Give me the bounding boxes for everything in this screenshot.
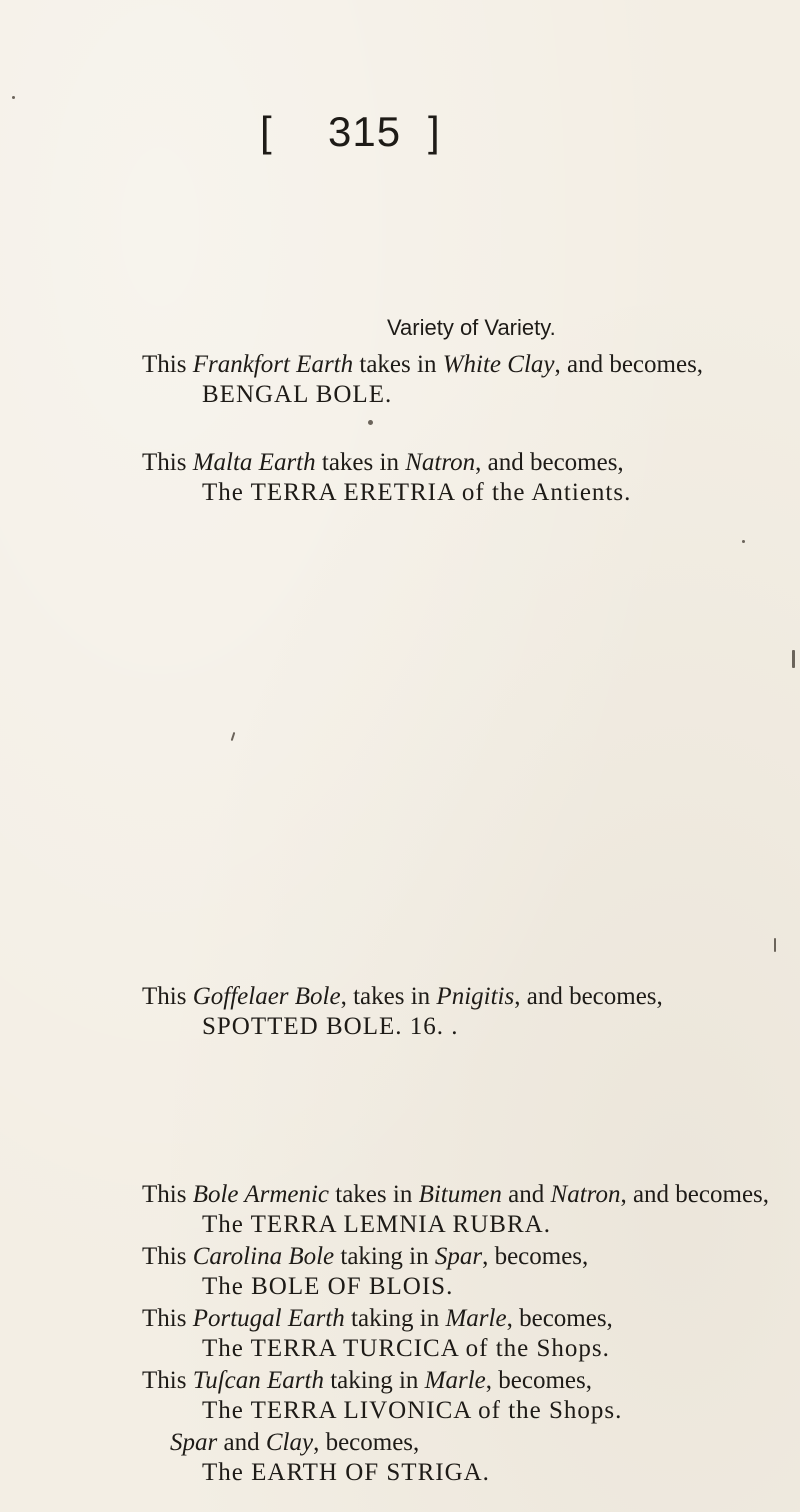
entry-carolina-takes: taking in xyxy=(334,1243,435,1270)
entry-frankfort-ingredient: White Clay xyxy=(442,351,555,378)
entry-armenic-line xyxy=(142,1180,769,1210)
entry-tuscan-result: The TERRA LIVONICA of the Shops. xyxy=(202,1397,623,1424)
entry-malta-result: The TERRA ERETRIA of the Antients. xyxy=(202,479,632,506)
entry-tuscan-earth: Tuſcan Earth xyxy=(192,1367,324,1394)
entry-frankfort-becomes: , and becomes, xyxy=(554,351,704,378)
entry-carolina-result: The BOLE OF BLOIS. xyxy=(202,1273,454,1300)
section-title: Variety of Variety. xyxy=(387,315,556,340)
entry-malta-takes: takes in xyxy=(315,449,406,476)
entry-armenic-this: This xyxy=(142,1181,193,1208)
page-number: 315 xyxy=(328,108,402,155)
header-bracket-right: ] xyxy=(428,108,441,155)
entry-portugal-becomes: , becomes, xyxy=(506,1305,613,1332)
entry-goffelaer-this: This xyxy=(142,983,193,1010)
entry-frankfort-takes: takes in xyxy=(353,351,443,378)
entry-malta-ingredient: Natron xyxy=(405,449,476,476)
entry-armenic-and: and xyxy=(501,1181,551,1208)
entry-goffelaer-earth: Goffelaer Bole xyxy=(192,983,341,1010)
paper-speck xyxy=(792,650,795,668)
entry-malta-earth: Malta Earth xyxy=(192,449,316,476)
entry-carolina-ingredient: Spar xyxy=(434,1243,483,1270)
entry-spar-clay-becomes: , becomes, xyxy=(313,1429,420,1456)
entry-spar-clay-ingredient: Spar xyxy=(170,1429,218,1456)
entry-goffelaer-takes: , takes in xyxy=(340,983,437,1010)
entry-carolina-this: This xyxy=(142,1243,193,1270)
paper-speck xyxy=(12,96,15,99)
entry-frankfort-result: BENGAL BOLE. xyxy=(202,381,393,408)
entry-spar-clay-ingredient2: Clay xyxy=(265,1429,314,1456)
entry-portugal-earth: Portugal Earth xyxy=(192,1305,345,1332)
entry-armenic-earth: Bole Armenic xyxy=(192,1181,330,1208)
entry-carolina-earth: Carolina Bole xyxy=(192,1243,335,1270)
entry-tuscan-ingredient: Marle xyxy=(424,1367,486,1394)
paper-speck xyxy=(742,540,745,543)
entry-armenic-result: The TERRA LEMNIA RUBRA. xyxy=(202,1211,551,1238)
entry-portugal-takes: taking in xyxy=(344,1305,446,1332)
entry-tuscan-becomes: , becomes, xyxy=(485,1367,592,1394)
entry-malta-this: This xyxy=(142,449,193,476)
entry-goffelaer-line xyxy=(142,982,663,1012)
entry-armenic-becomes: , and becomes, xyxy=(620,1181,770,1208)
entry-portugal-line xyxy=(142,1304,613,1334)
entry-spar-clay-line xyxy=(170,1428,419,1458)
entry-frankfort-this: This xyxy=(142,351,193,378)
entry-malta-becomes: , and becomes, xyxy=(475,449,624,476)
entry-goffelaer-ingredient: Pnigitis xyxy=(436,983,515,1010)
entry-spar-clay-result: The EARTH OF STRIGA. xyxy=(202,1459,490,1486)
entry-carolina-line xyxy=(142,1242,588,1272)
entry-malta-line xyxy=(142,448,624,478)
paper-speck xyxy=(774,938,776,952)
entry-tuscan-line xyxy=(142,1366,592,1396)
entry-portugal-result: The TERRA TURCICA of the Shops. xyxy=(202,1335,610,1362)
entry-tuscan-takes: taking in xyxy=(323,1367,425,1394)
entry-portugal-ingredient: Marle xyxy=(445,1305,507,1332)
paper-speck xyxy=(231,732,236,741)
entry-carolina-becomes: , becomes, xyxy=(482,1243,589,1270)
entry-tuscan-this: This xyxy=(142,1367,193,1394)
entry-frankfort-line xyxy=(142,350,703,380)
entry-goffelaer-result: SPOTTED BOLE. 16. . xyxy=(202,1013,459,1040)
entry-armenic-ingredient: Bitumen xyxy=(418,1181,502,1208)
entry-armenic-takes: takes in xyxy=(329,1181,419,1208)
entry-goffelaer-becomes: , and becomes, xyxy=(514,983,663,1010)
entry-frankfort-earth: Frankfort Earth xyxy=(192,351,354,378)
paper-speck xyxy=(368,420,373,425)
entry-spar-clay-and: and xyxy=(217,1429,266,1456)
entry-armenic-ingredient2: Natron xyxy=(550,1181,621,1208)
header-bracket-left: [ xyxy=(260,108,273,155)
entry-portugal-this: This xyxy=(142,1305,193,1332)
